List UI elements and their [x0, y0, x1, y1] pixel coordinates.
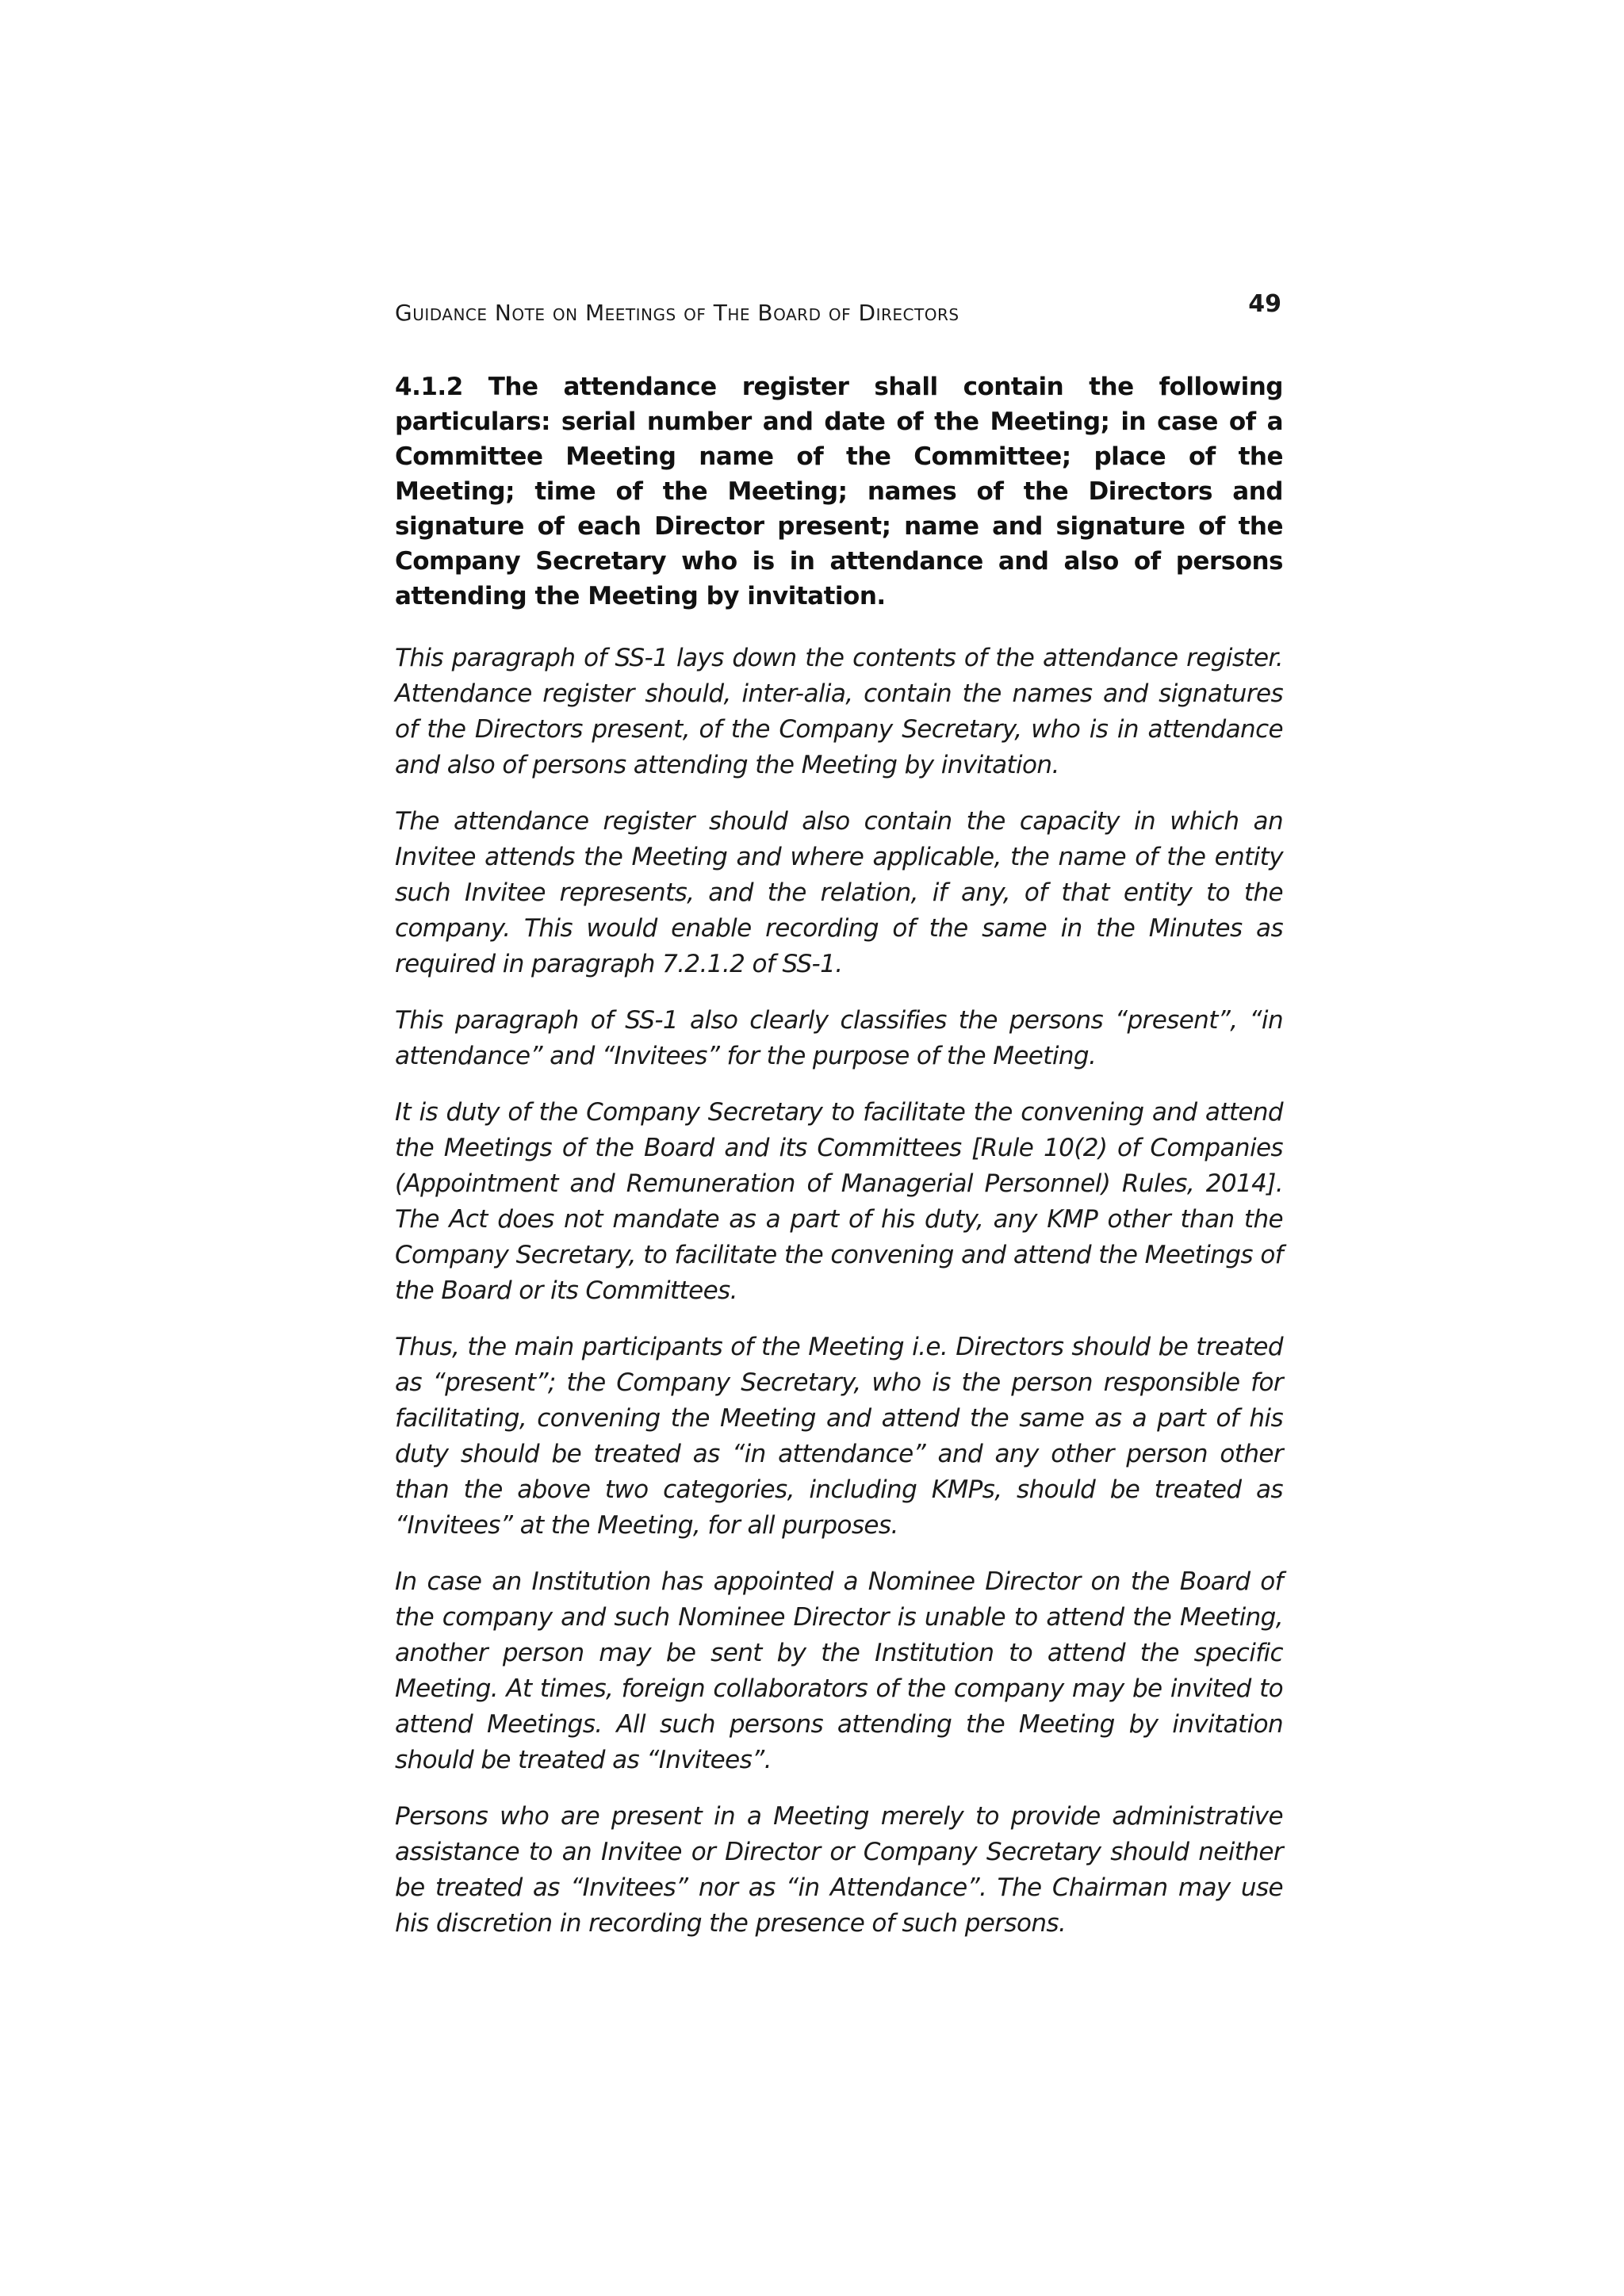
page-header — [395, 290, 1285, 338]
running-title: Guidance Note on Meetings of The Board of Directors — [395, 300, 959, 326]
paragraph-contents-of-register: This paragraph of SS-1 lays down the contents of the attendance register. Attendance register should, inter-alia, contain the names and signatures of the Directors present, of the Company Secretary, who is in attendance and also of persons attending the Meeting by invitation. — [395, 644, 1283, 779]
paragraph-invitee-capacity: The attendance register should also contain the capacity in which an Invitee attends the Meeting and where applicable, the name of the entity such Invitee represents, and the relation, if any, of that entity to the company. This would enable recording of the same in the Minutes as required in paragraph 7.2.1.2 of SS-1. — [395, 807, 1283, 978]
paragraph-classification: This paragraph of SS-1 also clearly classifies the persons “present”, “in attendance” and “Invitees” for the purpose of the Meeting. — [395, 1006, 1283, 1070]
section-heading: 4.1.2 The attendance register shall contain the following particulars: serial number and date of the Meeting; in case of a Committee Meeting name of the Committee; place of the Meeting; time of the Meeting; names of the Directors and signature of each Director present; name and signature of the Company Secretary who is in attendance and also of persons attending the Meeting by invitation. — [395, 373, 1283, 610]
paragraph-nominee-director: In case an Institution has appointed a Nominee Director on the Board of the company and such Nominee Director is unable to attend the Meeting, another person may be sent by the Institution to attend the specific Meeting. At times, foreign collaborators of the company may be invited to attend Meetings. All such persons attending the Meeting by invitation should be treated as “Invitees”. — [395, 1567, 1283, 1774]
page-content — [395, 369, 1283, 1962]
paragraph-main-participants: Thus, the main participants of the Meeting i.e. Directors should be treated as “present”; the Company Secretary, who is the person responsible for facilitating, convening the Meeting and attend the same as a part of his duty should be treated as “in attendance” and any other person other than the above two categories, including KMPs, should be treated as “Invitees” at the Meeting, for all purposes. — [395, 1333, 1283, 1540]
paragraph-administrative-assistance: Persons who are present in a Meeting merely to provide administrative assistance to an Invitee or Director or Company Secretary should neither be treated as “Invitees” nor as “in Attendance”. The Chairman may use his discretion in recording the presence of such persons. — [395, 1802, 1283, 1938]
page-number: 49 — [1248, 290, 1281, 318]
paragraph-company-secretary-duty: It is duty of the Company Secretary to facilitate the convening and attend the Meetings of the Board and its Committees [Rule 10(2) of Companies (Appointment and Remuneration of Managerial Personnel) Rules, 2014]. The Act does not mandate as a part of his duty, any KMP other than the Company Secretary, to facilitate the convening and attend the Meetings of the Board or its Committees. — [395, 1098, 1283, 1305]
